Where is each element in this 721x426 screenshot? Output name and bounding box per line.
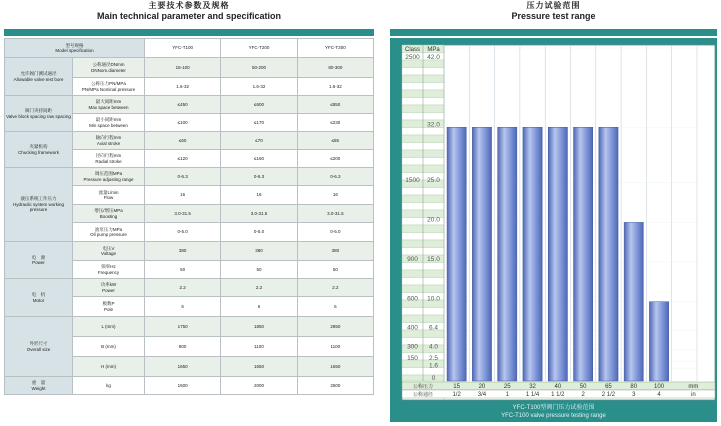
row-label-pressure: 公称压力 [412, 384, 434, 390]
spec-parameter-label-zh: 径向行程mm [95, 153, 122, 158]
spec-value: 3.0-31.5 [297, 205, 373, 223]
spec-parameter-label-zh: 最小间距mm [95, 117, 122, 122]
spec-value: 0-6.3 [221, 168, 297, 186]
pressure-bar [649, 302, 668, 381]
y-tick-class: 300 [407, 343, 418, 351]
spec-value: 2.2 [221, 279, 297, 297]
spec-parameter-label-zh: 极数P [102, 301, 115, 306]
spec-parameter-label-en: Min space between [89, 122, 128, 128]
spec-parameter-label-zh: 最大间距mm [95, 99, 122, 104]
pressure-bar [624, 222, 643, 381]
spec-category-label-zh: 阀门夹持间距 [25, 108, 52, 113]
spec-parameter-label-zh: 电压V [102, 245, 115, 251]
model-spec-label-zh: 型号规格 [65, 42, 84, 48]
spec-value: 1500 [145, 377, 221, 395]
spec-parameter-label-zh: 调压范围MPa [94, 171, 123, 176]
spec-category-label-en: Chucking framework [17, 149, 59, 155]
x-tick-in: 1/2 [452, 392, 461, 398]
spec-value: ≤230 [297, 114, 373, 132]
spec-category-label-zh: 重 量 [31, 380, 46, 385]
spec-value: 16 [221, 186, 297, 205]
spec-category-label-en: Overall size [26, 346, 51, 352]
spec-value: ≤450 [145, 96, 221, 114]
spec-category-label-en: Power [32, 260, 45, 265]
spec-value: 380 [145, 242, 221, 261]
pressure-title-zh: 压力试验范围 [526, 1, 581, 10]
spec-parameter-label-en: Axial stroke [96, 140, 121, 146]
x-tick-mm: 80 [630, 384, 638, 390]
spec-parameter-label-en: Oil pump pressure [90, 232, 127, 237]
axis-header-mpa: MPa [427, 47, 440, 53]
spec-value: ≤85 [297, 132, 373, 150]
y-tick-mpa: 4.0 [428, 343, 439, 351]
y-tick-class: 1500 [405, 176, 420, 184]
y-tick-mpa: 6.4 [428, 324, 439, 332]
spec-value: ≤70 [221, 132, 297, 150]
y-tick-mpa: 32.0 [427, 121, 440, 129]
y-tick-class: 2500 [405, 54, 420, 61]
spec-title-zh: 主要技术参数及规格 [148, 1, 230, 10]
spec-parameter-label-zh: 公称压力PN/MPa [91, 81, 126, 86]
spec-value: ≤600 [221, 96, 297, 114]
spec-value: 50 [145, 261, 221, 279]
y-tick-mpa: 2.5 [428, 355, 439, 363]
spec-value: 6 [145, 297, 221, 317]
spec-parameter-label-en: Flow [103, 195, 114, 200]
model-column-header: YFC-T200 [221, 39, 297, 58]
spec-value: ≤120 [145, 150, 221, 168]
x-tick-mm: 65 [605, 384, 612, 390]
x-tick-mm: 15 [453, 384, 460, 390]
y-tick-mpa: 1.6 [428, 362, 439, 370]
pressure-bar [523, 127, 542, 381]
x-tick-in: 1 1/4 [525, 392, 540, 398]
spec-value: 1100 [221, 337, 297, 357]
spec-parameter-label-zh: 油泵压力MPa [94, 226, 123, 232]
spec-category-label-en: Valve block spacing raw spacing [6, 113, 71, 119]
spec-category-label-zh: 液压系统工作压力 [20, 196, 57, 202]
spec-category-label-zh: 电 源 [31, 254, 46, 260]
spec-category-label-en: Weight [31, 385, 46, 391]
spec-parameter-label-zh: 增压/增压MPa [94, 208, 123, 213]
y-tick-mpa: 15.0 [427, 256, 440, 264]
spec-value: 50 [221, 261, 297, 279]
spec-value: 1650 [145, 357, 221, 377]
spec-category-label-zh: 夹紧机构 [29, 144, 48, 149]
x-tick-mm: 100 [654, 384, 665, 390]
pressure-bar [472, 127, 491, 381]
spec-value: 800 [145, 337, 221, 357]
spec-value: 0-5.0 [221, 223, 297, 242]
chart-caption-en: YFC-T100 valve pressure testing range [501, 413, 606, 419]
x-tick-mm: 40 [554, 384, 562, 390]
chart-caption-zh: YFC-T100型阀门压力试验范围 [512, 405, 595, 411]
pressure-bar [599, 127, 618, 381]
spec-value: 0-5.0 [145, 223, 221, 242]
row-label-diameter: 公称通径 [412, 392, 434, 398]
x-tick-in: 2 1/2 [601, 392, 616, 398]
y-tick-class: 400 [407, 324, 418, 332]
pressure-bar [548, 127, 567, 381]
spec-value: 1650 [297, 357, 373, 377]
spec-category-label-zh: 电 机 [31, 292, 46, 297]
spec-parameter-label-zh: B (mm) [101, 343, 116, 349]
y-tick-mpa: 25.0 [427, 176, 440, 184]
pressure-title-en: Pressure test range [511, 11, 596, 21]
spec-parameter-label-en: Max space between [88, 104, 129, 110]
spec-value: 6 [297, 297, 373, 317]
x-unit-in: in [691, 392, 696, 398]
spec-value: 16 [145, 186, 221, 205]
spec-title-en: Main technical parameter and specification [96, 11, 282, 21]
spec-parameter-label-zh: L (mm) [101, 323, 116, 329]
spec-parameter-label-en: Pole [103, 306, 113, 312]
model-column-header: YFC-T300 [297, 39, 373, 58]
x-tick-in: 3/4 [477, 392, 487, 398]
axis-header-class: Class [404, 47, 421, 53]
spec-value: 3.0-31.5 [221, 205, 297, 223]
model-column-header: YFC-T100 [145, 39, 221, 58]
spec-value: 1750 [145, 317, 221, 337]
spec-value: 2.2 [297, 279, 373, 297]
spec-value: 15-100 [145, 58, 221, 78]
spec-parameter-label-zh: 频率Hz [101, 264, 116, 269]
x-tick-in: 3 [632, 392, 636, 398]
spec-category-label-zh: 外形尺寸 [29, 341, 48, 346]
spec-value: 1.6-32 [145, 78, 221, 96]
x-tick-in: 1 [505, 392, 509, 398]
spec-value: 2500 [297, 377, 373, 395]
spec-category-label-en: Hydraulic system working pressure [12, 201, 64, 213]
x-unit-mm: mm [688, 384, 699, 390]
x-tick-mm: 50 [579, 384, 587, 390]
spec-parameter-label-en: Power [102, 287, 115, 293]
y-tick-class: 900 [407, 256, 418, 264]
spec-parameter-label-en: PN/MPa Nominal pressure [81, 86, 136, 92]
spec-parameter-label-zh: 功率kW [100, 282, 117, 287]
pressure-bar [498, 127, 517, 381]
spec-parameter-label-en: Radial stroke [95, 158, 122, 164]
x-tick-in: 2 [581, 392, 585, 398]
spec-value: 380 [221, 242, 297, 261]
spec-value: ≤60 [145, 132, 221, 150]
spec-category-label-en: Motor [32, 297, 45, 303]
x-tick-in: 4 [657, 392, 661, 398]
spec-category-label-zh: 允许阀门测试通径 [20, 71, 57, 76]
x-tick-mm: 20 [478, 384, 486, 390]
spec-value: 2000 [221, 377, 297, 395]
spec-value: 2.2 [145, 279, 221, 297]
y-tick-class: 600 [407, 295, 418, 303]
spec-parameter-label-zh: kg [106, 382, 111, 388]
x-tick-mm: 25 [503, 384, 511, 390]
spec-value: ≤850 [297, 96, 373, 114]
spec-value: 1.6-32 [221, 78, 297, 96]
x-tick-in: 1 1/2 [551, 392, 565, 398]
spec-value: ≤100 [145, 114, 221, 132]
spec-parameter-label-en: Boosting [99, 213, 118, 219]
spec-value: 1100 [297, 337, 373, 357]
spec-parameter-label-zh: 轴向行程mm [95, 135, 122, 140]
y-tick-mpa: 0 [431, 375, 436, 382]
spec-value: 3.0-31.5 [145, 205, 221, 223]
y-tick-mpa: 10.0 [427, 295, 440, 303]
x-tick-mm: 32 [529, 384, 536, 390]
spec-value: 1.6-32 [297, 78, 373, 96]
spec-parameter-label-en: DNNom.diameter [91, 67, 126, 73]
spec-parameter-label-zh: 流量L/min [98, 189, 119, 195]
spec-parameter-label-zh: 公称通径DNmm [92, 62, 125, 67]
spec-value: 50-200 [221, 58, 297, 78]
y-tick-mpa: 42.0 [427, 54, 440, 61]
y-tick-mpa: 20.0 [427, 216, 440, 224]
spec-parameter-label-en: Voltage [100, 251, 116, 256]
y-tick-class: 150 [407, 355, 418, 363]
spec-value: 1650 [221, 357, 297, 377]
pressure-bar [574, 127, 593, 381]
spec-value: 0-6.3 [145, 168, 221, 186]
spec-value: 0-5.0 [297, 223, 373, 242]
spec-value: 6 [221, 297, 297, 317]
spec-value: ≤200 [297, 150, 373, 168]
spec-value: 380 [297, 242, 373, 261]
spec-value: 80-300 [297, 58, 373, 78]
pressure-bar [447, 127, 466, 381]
spec-value: 0-6.3 [297, 168, 373, 186]
spec-parameter-label-en: Pressure adjusting range [83, 176, 134, 182]
spec-value: 2850 [297, 317, 373, 337]
spec-value: ≤170 [221, 114, 297, 132]
spec-value: 50 [297, 261, 373, 279]
spec-value: ≤160 [221, 150, 297, 168]
spec-parameter-label-zh: H (mm) [101, 363, 116, 369]
spec-category-label-en: Allowable valve test bore [13, 76, 64, 82]
spec-value: 16 [297, 186, 373, 205]
model-spec-label-en: Model specification [55, 48, 94, 53]
spec-parameter-label-en: Frequency [97, 269, 120, 275]
spec-value: 1850 [221, 317, 297, 337]
